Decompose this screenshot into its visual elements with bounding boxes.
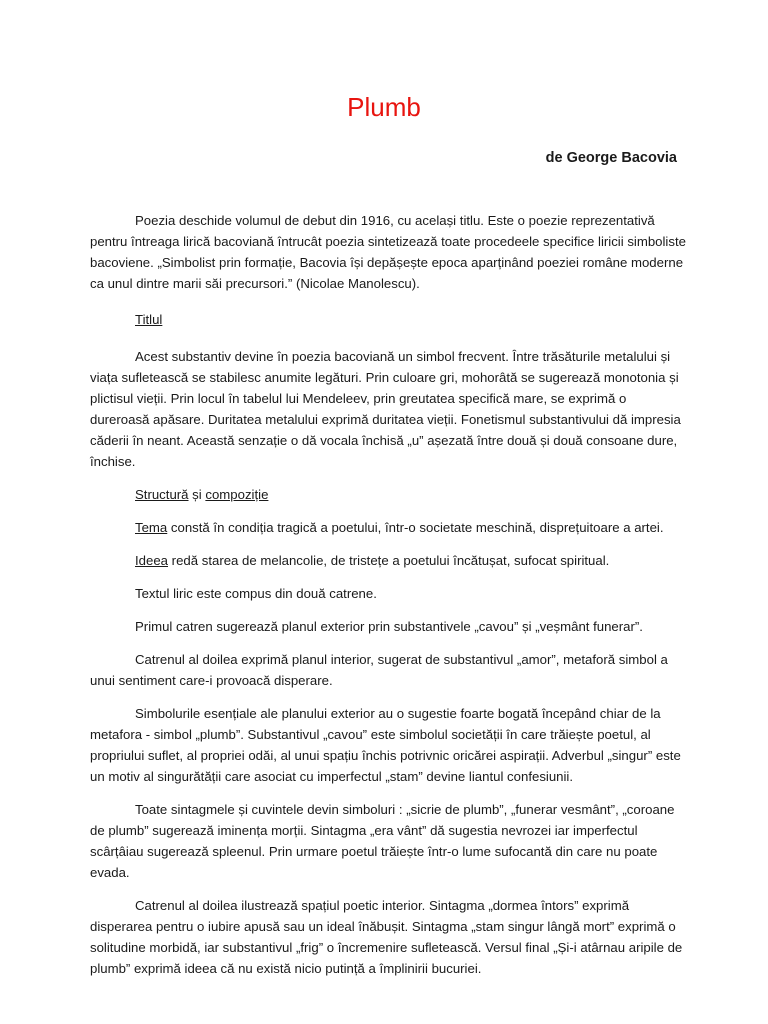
titlul-heading: Titlul	[135, 312, 163, 327]
document-body	[90, 210, 688, 991]
ideea-label: Ideea	[135, 553, 169, 568]
primul-catren-paragraph: Primul catren sugerează planul exterior prin substantivele „cavou” și „veșmânt funerar”.	[135, 619, 643, 634]
document-author: de George Bacovia	[545, 150, 677, 166]
catrenul-doilea-paragraph: Catrenul al doilea exprimă planul interior, sugerat de substantivul „amor”, metaforă simbol a unui sentiment care-i provoacă disperare.	[90, 652, 668, 688]
intro-paragraph: Poezia deschide volumul de debut din 1916, cu același titlu. Este o poezie reprezentativă pentru întreaga lirică bacoviană întrucât poezia sintetizează toate procedeele specifice liricii simboliste bacoviene. „Simbolist prin formație, Bacovia își depășește epoca aparținând poeziei române moderne ca unul dintre marii săi precursori.” (Nicolae Manolescu).	[90, 213, 686, 291]
titlul-paragraph: Acest substantiv devine în poezia bacoviană un simbol frecvent. Între trăsăturile metalului și viața sufletească se stabilesc anumite legături. Prin culoare gri, mohorâtă se sugerează monotonia și plictisul vieții. Prin locul în tabelul lui Mendeleev, prin greutatea specifică mare, se exprimă o dureroasă apăsare. Duritatea metalului exprimă duritatea vieții. Fonetismul substantivului dă impresia căderii în neant. Această senzație o dă vocala închisă „u” așezată între două și două consoane dure, închise.	[90, 349, 681, 469]
textul-paragraph: Textul liric este compus din două catrene.	[135, 586, 377, 601]
ideea-paragraph	[90, 550, 688, 571]
toate-sintagmele-paragraph: Toate sintagmele și cuvintele devin simboluri : „sicrie de plumb”, „funerar vesmânt”, „coroane de plumb” sugerează iminența morții. Sintagma „era vânt” dă sugestia nevrozei iar imperfectul scârțâiau sugerează spleenul. Prin urmare poetul trăiește într-o lume sufocantă din care nu poate evada.	[90, 802, 675, 880]
tema-paragraph	[90, 517, 688, 538]
section-heading-structura	[90, 484, 688, 505]
ideea-text: redă starea de melancolie, de tristețe a poetului încătușat, sufocat spiritual.	[168, 553, 610, 568]
simbolurile-paragraph: Simbolurile esențiale ale planului exterior au o sugestie foarte bogată începând chiar de la metafora - simbol „plumb”. Substantivul „cavou” este simbolul societății în care trăiește poetul, al propriului suflet, al propriei odăi, al unui spațiu închis potrivnic oricărei aspirații. Adverbul „singur” este un motiv al singurătății care asociat cu imperfectul „stam” devine liantul confesiunii.	[90, 706, 681, 784]
structura-heading-word2: compoziție	[205, 487, 269, 502]
tema-label: Tema	[135, 520, 168, 535]
tema-text: constă în condiția tragică a poetului, într-o societate meschină, disprețuitoare a artei.	[167, 520, 664, 535]
catrenul-ilustreaza-paragraph: Catrenul al doilea ilustrează spațiul poetic interior. Sintagma „dormea întors” exprimă disperarea pentru o iubire apusă sau un ideal înăbușit. Sintagma „stam singur lângă mort” exprimă o solitudine morbidă, iar substantivul „frig” o încremenire sufletească. Versul final „Și-i atârnau aripile de plumb” exprimă ideea că nu există nicio putință a împlinirii bucuriei.	[90, 898, 683, 976]
section-heading-titlul	[90, 309, 688, 330]
structura-heading-word1: Structură	[135, 487, 189, 502]
structura-heading-and: și	[188, 487, 206, 502]
document-title: Plumb	[347, 92, 421, 122]
